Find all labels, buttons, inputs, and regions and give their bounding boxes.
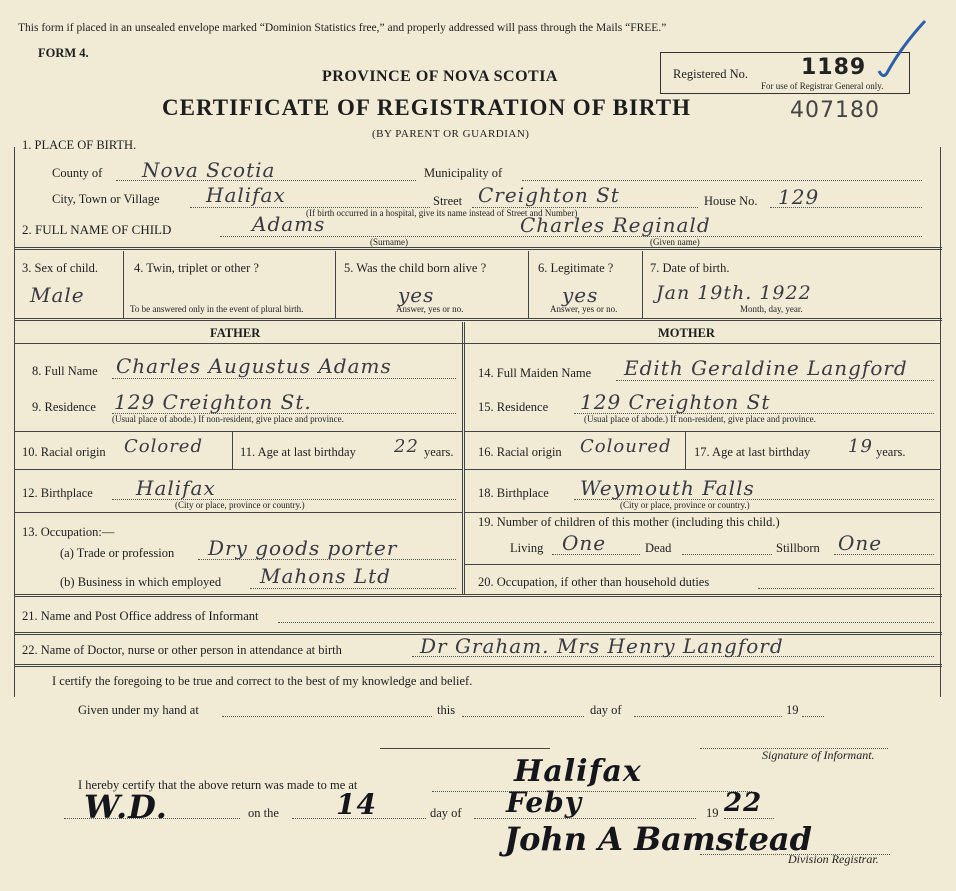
surname-caption: (Surname) (370, 237, 408, 247)
registered-no-value: 1189 (801, 55, 867, 80)
given-name-caption: (Given name) (650, 237, 700, 247)
hospital-note: (If birth occurred in a hospital, give its name instead of Street and Number) (306, 208, 578, 218)
living-label: Living (510, 541, 544, 555)
father-birthplace-label: 12. Birthplace (22, 486, 93, 500)
legitimate-note: Answer, yes or no. (550, 304, 618, 314)
registrar-day-of-label: day of (430, 806, 462, 820)
alive-value: yes (398, 283, 435, 307)
registrar-signature: John A Bamstead (504, 820, 813, 858)
form-number: FORM 4. (38, 46, 89, 60)
father-age-value: 22 (394, 436, 419, 457)
city-label: City, Town or Village (52, 192, 160, 206)
father-racial-label: 10. Racial origin (22, 445, 106, 459)
registrar-month-value: Feby (506, 786, 583, 819)
mother-residence-value: 129 Creighton St (580, 390, 771, 414)
house-value: 129 (778, 185, 820, 209)
father-occupation-label: 13. Occupation:— (22, 525, 115, 539)
father-heading: FATHER (210, 326, 261, 340)
legitimate-label: 6. Legitimate ? (538, 261, 614, 275)
legitimate-value: yes (562, 283, 599, 307)
page-subtitle: (BY PARENT OR GUARDIAN) (372, 128, 530, 140)
father-residence-value: 129 Creighton St. (114, 390, 312, 414)
on-the-label: on the (248, 806, 279, 820)
father-trade-value: Dry goods porter (208, 536, 398, 560)
father-name-value: Charles Augustus Adams (116, 354, 392, 378)
county-value: Nova Scotia (142, 158, 276, 182)
father-business-label: (b) Business in which employed (60, 575, 222, 589)
mother-residence-note: (Usual place of abode.) If non-resident, give place and province. (584, 414, 816, 424)
mother-occupation-label: 20. Occupation, if other than household duties (478, 575, 710, 589)
certify-day-of-label: day of (590, 703, 622, 717)
house-label: House No. (704, 194, 758, 208)
registrar-year-value: 22 (724, 788, 763, 818)
registrar-year-prefix: 19 (706, 806, 719, 820)
municipality-label: Municipality of (424, 166, 503, 180)
stillborn-label: Stillborn (776, 541, 820, 555)
twin-note: To be answered only in the event of plural birth. (130, 304, 304, 314)
mother-heading: MOTHER (658, 326, 715, 340)
registrar-initials: W.D. (84, 788, 168, 826)
mother-residence-label: 15. Residence (478, 400, 549, 414)
registrar-place-value: Halifax (514, 754, 642, 789)
mother-birthplace-note: (City or place, province or country.) (620, 500, 750, 510)
division-registrar-caption: Division Registrar. (788, 852, 879, 866)
child-name-label: 2. FULL NAME OF CHILD (22, 222, 172, 237)
sex-value: Male (30, 283, 85, 307)
doctor-label: 22. Name of Doctor, nurse or other person in attendance at birth (22, 643, 342, 657)
certify-year-prefix: 19 (786, 703, 799, 717)
father-residence-label: 9. Residence (32, 400, 96, 414)
registered-number-box (660, 52, 910, 94)
mother-age-value: 19 (848, 436, 873, 457)
stamp-number: 407180 (790, 98, 880, 123)
twin-label: 4. Twin, triplet or other ? (134, 261, 259, 275)
mother-birthplace-value: Weymouth Falls (580, 476, 755, 500)
father-birthplace-note: (City or place, province or country.) (175, 500, 305, 510)
doctor-value: Dr Graham. Mrs Henry Langford (420, 634, 784, 658)
page-title: CERTIFICATE OF REGISTRATION OF BIRTH (162, 95, 691, 120)
father-trade-label: (a) Trade or profession (60, 546, 175, 560)
father-name-label: 8. Full Name (32, 364, 98, 378)
child-given-name: Charles Reginald (520, 213, 711, 237)
father-years: years. (424, 445, 454, 459)
county-label: County of (52, 166, 103, 180)
this-label: this (437, 703, 456, 717)
informant-signature-caption: Signature of Informant. (762, 748, 875, 762)
date-of-birth-label: 7. Date of birth. (650, 261, 730, 275)
father-residence-note: (Usual place of abode.) If non-resident, give place and province. (112, 414, 344, 424)
living-value: One (562, 531, 607, 555)
sex-label: 3. Sex of child. (22, 261, 99, 275)
street-value: Creighton St (478, 183, 620, 207)
province-title: PROVINCE OF NOVA SCOTIA (322, 68, 558, 85)
stillborn-value: One (838, 531, 883, 555)
city-value: Halifax (206, 183, 286, 207)
mother-name-label: 14. Full Maiden Name (478, 366, 592, 380)
registrar-statement: I hereby certify that the above return was made to me at (78, 778, 358, 792)
certify-statement: I certify the foregoing to be true and correct to the best of my knowledge and belief. (52, 674, 473, 688)
registered-no-label: Registered No. (673, 67, 748, 81)
mail-notice: This form if placed in an unsealed envelope marked “Dominion Statistics free,” and properly addressed will pass through the Mails “FREE.” (18, 22, 667, 34)
place-of-birth-heading: 1. PLACE OF BIRTH. (22, 138, 137, 152)
date-of-birth-value: Jan 19th. 1922 (656, 282, 812, 304)
mother-birthplace-label: 18. Birthplace (478, 486, 549, 500)
given-under-hand-label: Given under my hand at (78, 703, 199, 717)
father-racial-value: Colored (124, 436, 203, 457)
check-mark-icon (873, 17, 933, 87)
alive-note: Answer, yes or no. (396, 304, 464, 314)
date-of-birth-note: Month, day, year. (740, 304, 803, 314)
dead-label: Dead (645, 541, 672, 555)
father-age-label: 11. Age at last birthday (240, 445, 356, 459)
child-surname: Adams (252, 212, 326, 236)
registrar-use-note: For use of Registrar General only. (761, 81, 884, 91)
father-birthplace-value: Halifax (136, 476, 216, 500)
mother-racial-value: Coloured (580, 436, 672, 457)
mother-age-label: 17. Age at last birthday (694, 445, 811, 459)
mother-children-label: 19. Number of children of this mother (including this child.) (478, 515, 780, 529)
mother-name-value: Edith Geraldine Langford (624, 356, 908, 380)
informant-label: 21. Name and Post Office address of Informant (22, 609, 259, 623)
alive-label: 5. Was the child born alive ? (344, 261, 487, 275)
registrar-day-value: 14 (336, 788, 377, 821)
street-label: Street (433, 194, 463, 208)
mother-years: years. (876, 445, 906, 459)
mother-racial-label: 16. Racial origin (478, 445, 562, 459)
father-business-value: Mahons Ltd (260, 564, 391, 588)
